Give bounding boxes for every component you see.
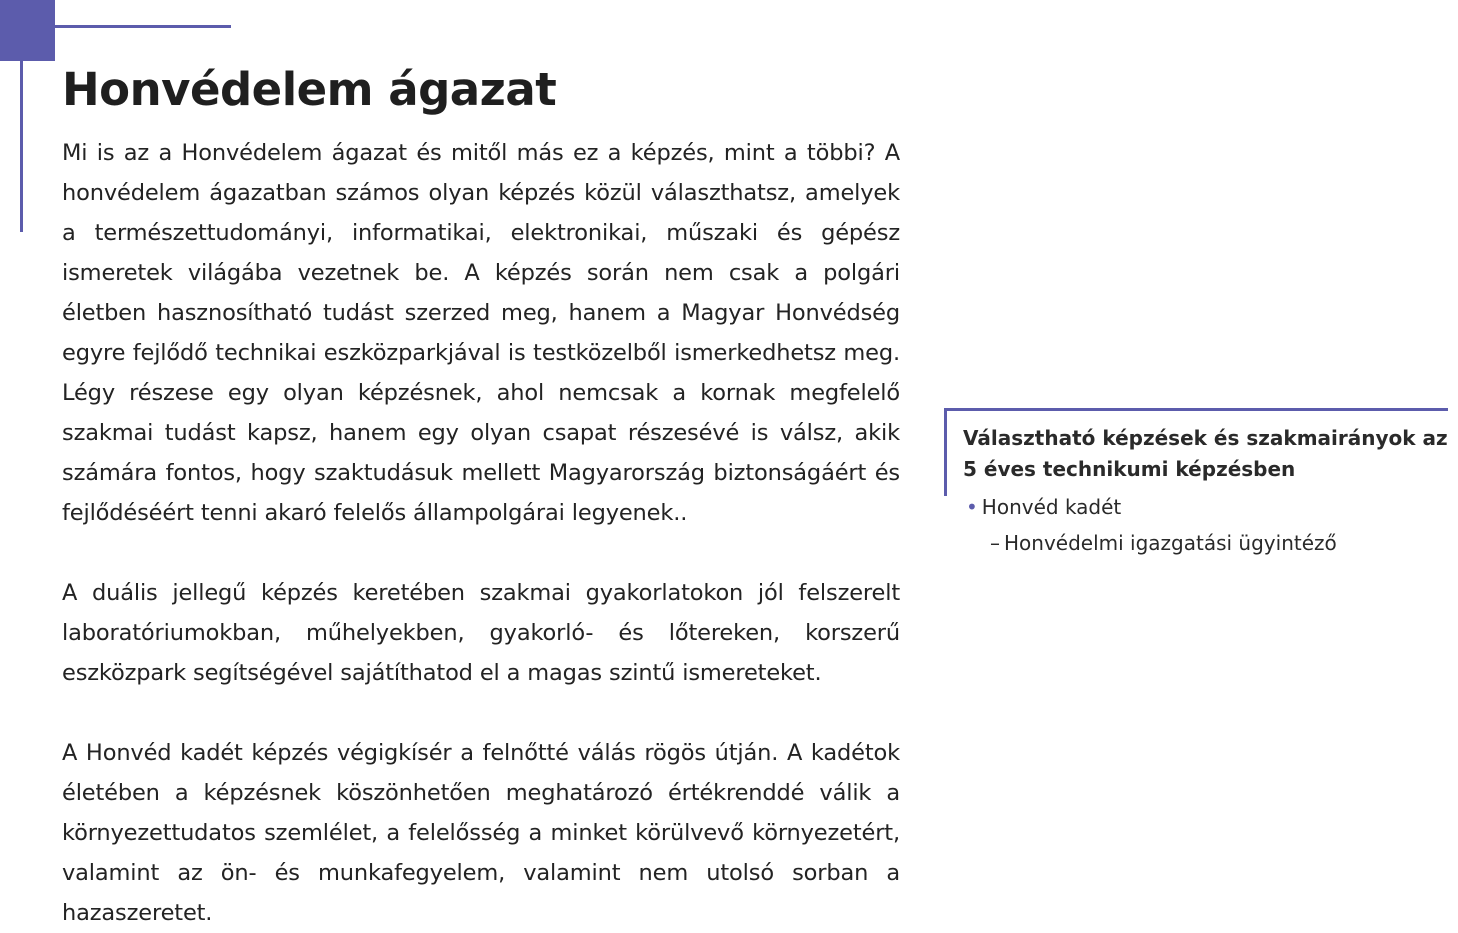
list-item-label: Honvéd kadét: [981, 495, 1122, 519]
paragraph-cadet-training: A Honvéd kadét képzés végigkísér a felnőtté válás rögös útján. A kadétok életében a képzésnek köszönhetően meghatározó értékrenddé válik a környezettudatos szemlélet, a felelősség a minket körülvevő környezetért, valamint az ön- és munkafegyelem, valamint nem utolsó sorban a hazaszeretet.: [62, 740, 900, 926]
dash-icon: –: [990, 531, 1000, 555]
training-list: [966, 490, 1337, 560]
sub-list-item: [966, 526, 1337, 560]
sub-list-item-label: Honvédelmi igazgatási ügyintéző: [1004, 531, 1337, 555]
left-accent-line: [20, 61, 23, 232]
list-item: [966, 490, 1337, 524]
top-accent-line: [55, 25, 231, 28]
paragraph-intro: Mi is az a Honvédelem ágazat és mitől más ez a képzés, mint a többi? A honvédelem ágazatban számos olyan képzés közül választhatsz, amelyek a természettudományi, informatikai, elektronikai, műszaki és gépész ismeretek világába vezetnek be. A képzés során nem csak a polgári életben hasznosítható tudást szerzed meg, hanem a Magyar Honvédség egyre fejlődő technikai eszközparkjával is testközelből ismerkedhetsz meg. Légy részese egy olyan képzésnek, ahol nemcsak a kornak megfelelő szakmai tudást kapsz, hanem egy olyan csapat részesévé is válsz, akik számára fontos, hogy szaktudásuk mellett Magyarország biztonságáért és fejlődéséért tenni akaró felelős állampolgárai legyenek..: [62, 140, 900, 526]
page-title: Honvédelem ágazat: [62, 63, 557, 116]
corner-accent-square: [0, 0, 55, 61]
bullet-icon: •: [966, 495, 978, 519]
paragraph-dual-training: A duális jellegű képzés keretében szakmai gyakorlatokon jól felszerelt laboratóriumokban, műhelyekben, gyakorló- és lőtereken, korszerű eszközpark segítségével sajátíthatod el a magas szintű ismereteket.: [62, 580, 900, 686]
sidebar-title: Választható képzések és szakmairányok az 5 éves technikumi képzésben: [963, 426, 1448, 481]
